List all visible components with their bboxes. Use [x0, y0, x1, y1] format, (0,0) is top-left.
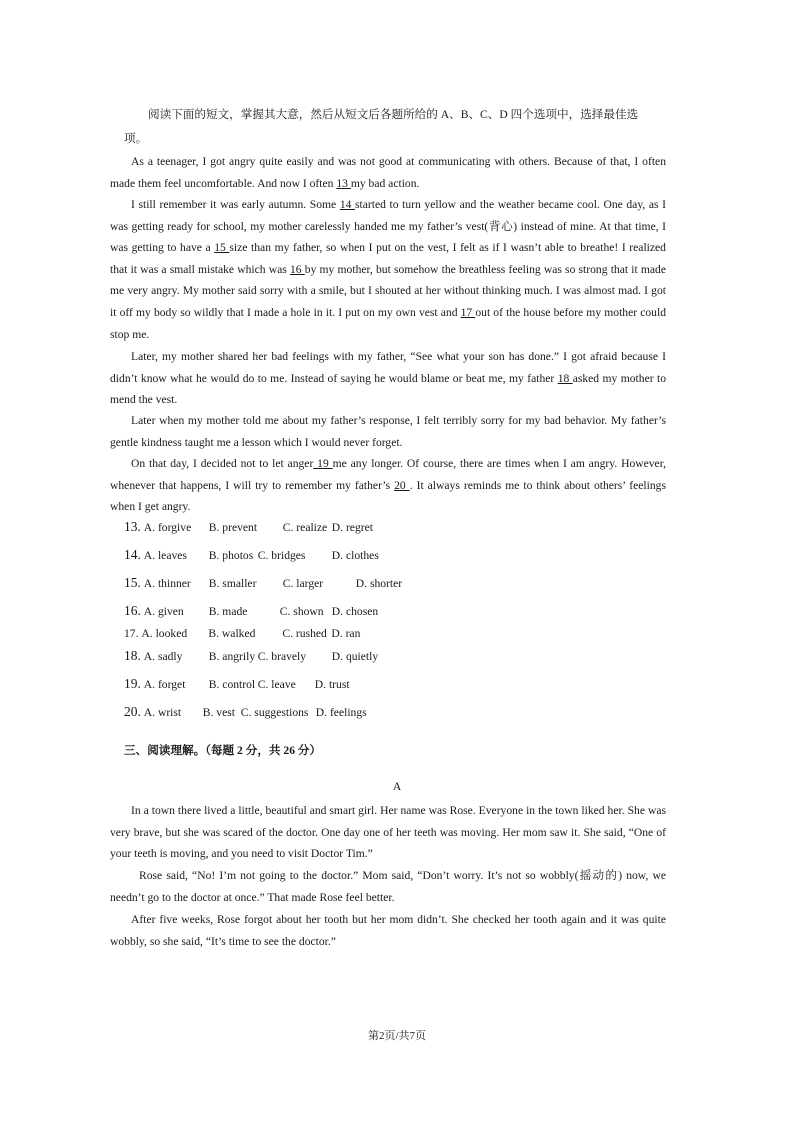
- blank-13: 13: [336, 176, 351, 190]
- option-a[interactable]: A. wrist: [143, 706, 182, 719]
- text: out of the house before my mother could stop me.: [110, 305, 666, 341]
- text: . It always reminds me to think about others’ feelings when I get angry.: [110, 478, 666, 514]
- option-d[interactable]: D. quietly: [331, 650, 379, 663]
- option-c[interactable]: C. shown: [279, 605, 324, 618]
- option-b[interactable]: B. photos: [208, 549, 254, 562]
- blank-15: 15: [214, 241, 230, 255]
- option-a[interactable]: A. forget: [143, 678, 186, 691]
- instructions-line-1: 阅读下面的短文，掌握其大意，然后从短文后各题所给的 A、B、C、D 四个选项中，选择最佳选: [148, 108, 639, 121]
- question-number: 18.: [124, 648, 141, 663]
- text: As a teenager, I got angry quite easily and was not good at communicating with others. Because of that, I often made them feel uncomfortable. And now I often: [110, 155, 666, 190]
- question-number: 13.: [124, 519, 141, 534]
- passage-paragraph-5: [110, 453, 666, 518]
- question-number: 16.: [124, 603, 141, 618]
- option-d[interactable]: D. feelings: [315, 706, 367, 719]
- option-d[interactable]: D. trust: [314, 678, 350, 691]
- option-b[interactable]: B. control: [208, 678, 256, 691]
- text: size than my father, so when I put on the vest, I felt as if I wasn’t able to breathe! I realized that it was a small mistake which was: [110, 241, 666, 276]
- passage-paragraph-4: [110, 410, 666, 453]
- blank-17: 17: [460, 305, 476, 319]
- option-b[interactable]: B. prevent: [208, 521, 258, 534]
- text: started to turn yellow and the weather became cool. One day, as I was getting ready for school, my mother carelessly handed me my father’s vest(背心) instead of mine. At that time, I was getting to have a: [110, 198, 666, 255]
- question-number: 17.: [124, 627, 139, 640]
- instructions-line-2: 项。: [124, 132, 148, 145]
- option-d[interactable]: D. clothes: [331, 549, 379, 562]
- option-c[interactable]: C. larger: [282, 577, 324, 590]
- text: On that day, I decided not to let anger: [131, 457, 314, 470]
- question-17: [124, 627, 360, 640]
- passage-paragraph-2: [110, 194, 666, 345]
- option-a[interactable]: A. forgive: [143, 521, 192, 534]
- option-c[interactable]: C. leave: [257, 678, 296, 691]
- question-13: [124, 519, 373, 535]
- option-a[interactable]: A. looked: [141, 627, 188, 640]
- blank-16: 16: [289, 262, 305, 276]
- option-a[interactable]: A. thinner: [143, 577, 191, 590]
- option-a[interactable]: A. given: [143, 605, 184, 618]
- question-number: 15.: [124, 575, 141, 590]
- question-number: 14.: [124, 547, 141, 562]
- option-c[interactable]: C. bridges: [257, 549, 306, 562]
- text: Later, my mother shared her bad feelings with my father, “See what your son has done.” I got afraid because I didn’t know what he would do to me. Instead of saying he would blame or beat me, my father: [110, 350, 666, 385]
- page-footer: 第2页/共7页: [367, 1030, 427, 1042]
- passage-label: A: [392, 780, 402, 793]
- option-c[interactable]: C. suggestions: [240, 706, 309, 719]
- section-3-title: 三、阅读理解。（每题 2 分，共 26 分）: [124, 744, 322, 757]
- text: me any longer. Of course, there are times when I am angry. However, whenever that happens, I will try to remember my father’s: [110, 457, 667, 492]
- option-c[interactable]: C. realize: [282, 521, 328, 534]
- blank-19: 19: [313, 457, 333, 470]
- option-b[interactable]: B. vest: [202, 706, 235, 719]
- option-c[interactable]: C. rushed: [282, 627, 327, 640]
- option-a[interactable]: A. sadly: [143, 650, 183, 663]
- blank-20: 20: [394, 478, 410, 492]
- instructions: [124, 103, 680, 151]
- text: asked my mother to mend the vest.: [110, 371, 666, 407]
- question-19: [124, 676, 350, 692]
- blank-14: 14: [339, 198, 356, 211]
- passage-paragraph-3: [110, 346, 666, 411]
- reading-paragraph-3: After five weeks, Rose forgot about her tooth but her mom didn’t. She checked her tooth again and it was quite wobbly, so she said, “It’s time to see the doctor.”: [110, 913, 666, 948]
- reading-paragraph-1: In a town there lived a little, beautiful and smart girl. Her name was Rose. Everyone in the town liked her. She was very brave, but she was scared of the doctor. One day one of her teeth was moving. Her mom saw it. She said, “One of your teeth is moving, and you need to visit Doctor Tim.”: [110, 804, 666, 861]
- passage-paragraph-1: [110, 151, 666, 194]
- option-d[interactable]: D. shorter: [355, 577, 403, 590]
- question-14: [124, 547, 379, 563]
- text: by my mother, but somehow the breathless feeling was so strong that it made me very angry. My mother said sorry with a smile, but I shouted at her without thinking much. I was almost mad. I got it off my body so wildly that I made a hole in it. I put on my own vest and: [110, 262, 666, 319]
- option-b[interactable]: B. angrily: [208, 650, 256, 663]
- option-c[interactable]: C. bravely: [257, 650, 307, 663]
- option-d[interactable]: D. regret: [331, 521, 373, 534]
- question-number: 19.: [124, 676, 141, 691]
- question-15: [124, 575, 402, 591]
- option-b[interactable]: B. walked: [208, 627, 256, 640]
- option-d[interactable]: D. ran: [331, 627, 361, 640]
- option-b[interactable]: B. made: [208, 605, 248, 618]
- text: I still remember it was early autumn. Some: [131, 198, 340, 211]
- question-number: 20.: [124, 704, 141, 719]
- option-d[interactable]: D. chosen: [331, 605, 379, 618]
- text: my bad action.: [350, 176, 420, 190]
- option-a[interactable]: A. leaves: [143, 549, 187, 562]
- blank-18: 18: [557, 371, 573, 385]
- option-b[interactable]: B. smaller: [208, 577, 257, 590]
- reading-paragraph-2: Rose said, “No! I’m not going to the doctor.” Mom said, “Don’t worry. It’s not so wobbly(摇动的) now, we needn’t go to the doctor at once.” That made Rose feel better.: [110, 869, 666, 904]
- question-18: [124, 648, 378, 664]
- text: Later when my mother told me about my father’s response, I felt terribly sorry for my bad behavior. My father’s gentle kindness taught me a lesson which I would never forget.: [110, 414, 666, 449]
- question-20: [124, 704, 367, 720]
- question-16: [124, 603, 378, 619]
